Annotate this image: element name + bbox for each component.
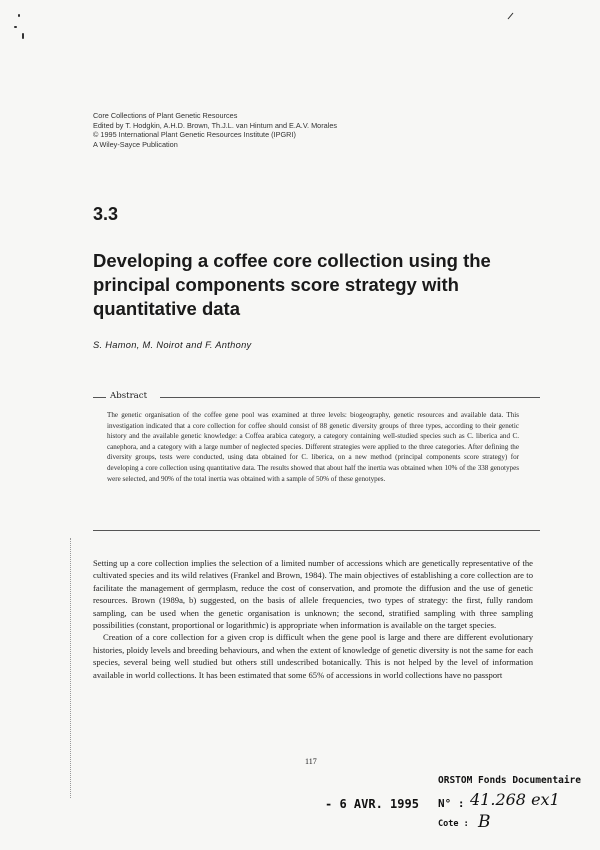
handwritten-cote: B [478, 812, 491, 832]
abstract-bottom-rule [93, 530, 540, 531]
number-label: N° : [438, 797, 465, 810]
body-paragraph: Creation of a core collection for a given crop is difficult when the gene pool is large and there are different evolutionary histories, ploidy levels and breeding behaviours, and when the extent of knowledge of genetic diversity is not the same for each species, several being well studied but others still undescribed botanically. This is not helped by the level of information available in world collections. It has been estimated that some 65% of accessions in world collections have no passport [93, 632, 533, 680]
abstract-rule-left [93, 397, 106, 398]
book-metadata [93, 111, 337, 149]
page-number: 117 [305, 757, 317, 766]
cote-label: Cote : [438, 819, 469, 829]
body-text [93, 557, 533, 681]
margin-dots [70, 538, 71, 798]
scan-speck [14, 26, 17, 28]
scan-speck [508, 13, 514, 20]
meta-line: Edited by T. Hodgkin, A.H.D. Brown, Th.J.L. van Hintum and E.A.V. Morales [93, 120, 338, 130]
authors: S. Hamon, M. Noirot and F. Anthony [93, 340, 252, 350]
chapter-number: 3.3 [93, 204, 119, 224]
paper-title: Developing a coffee core collection using the principal components score strategy with quantitative data [93, 250, 491, 319]
abstract-text: The genetic organisation of the coffee gene pool was examined at three levels: biogeography, genetic resources and available data. This investigation indicated that a core collection for coffee should consist of 88 genetic diversity groups of three types, according to their genetic history and the available genetic knowledge: a Coffea arabica category, a category containing well-studied species such as C. liberica and C. canephora, and a category with a large number of neglected species. Different strategies were applied to the three categories. After defining the diversity groups, tests were conducted, using data obtained for C. liberica, on a new method (principal components score strategy) for developing a core collection using quantitative data. The results showed that about half the inertia was obtained when 10% of the 338 genotypes were selected, and 90% of the total inertia was obtained with a sample of 50% of these genotypes. [107, 411, 519, 483]
meta-line: A Wiley-Sayce Publication [93, 139, 178, 149]
date-stamp: - 6 AVR. 1995 [325, 797, 419, 811]
handwritten-number: 41.268 ex1 [470, 790, 560, 809]
abstract-heading: Abstract [110, 391, 148, 401]
orstom-stamp: ORSTOM Fonds Documentaire [438, 775, 581, 786]
meta-line: Core Collections of Plant Genetic Resources [93, 111, 238, 120]
abstract-rule-right [160, 397, 540, 398]
meta-line: © 1995 International Plant Genetic Resources Institute (IPGRI) [93, 130, 296, 140]
scan-speck [22, 33, 24, 39]
scan-speck [18, 14, 20, 17]
body-paragraph: Setting up a core collection implies the selection of a limited number of accessions which are genetically representative of the cultivated species and its wild relatives (Frankel and Brown, 1984). The main objectives of establishing a core collection are to facilitate the management of germplasm, reduce the cost of conservation, and promote the diffusion and the use of genetic resources. Brown (1989a, b) suggested, on the basis of allele frequencies, two types of strategy: the first, fully random sampling, can be used when the genetic organisation is unknown; the second, stratified sampling with three sampling possibilities (constant, proportional or logarithmic) is appropriate when information is available on the target species. [93, 558, 533, 631]
